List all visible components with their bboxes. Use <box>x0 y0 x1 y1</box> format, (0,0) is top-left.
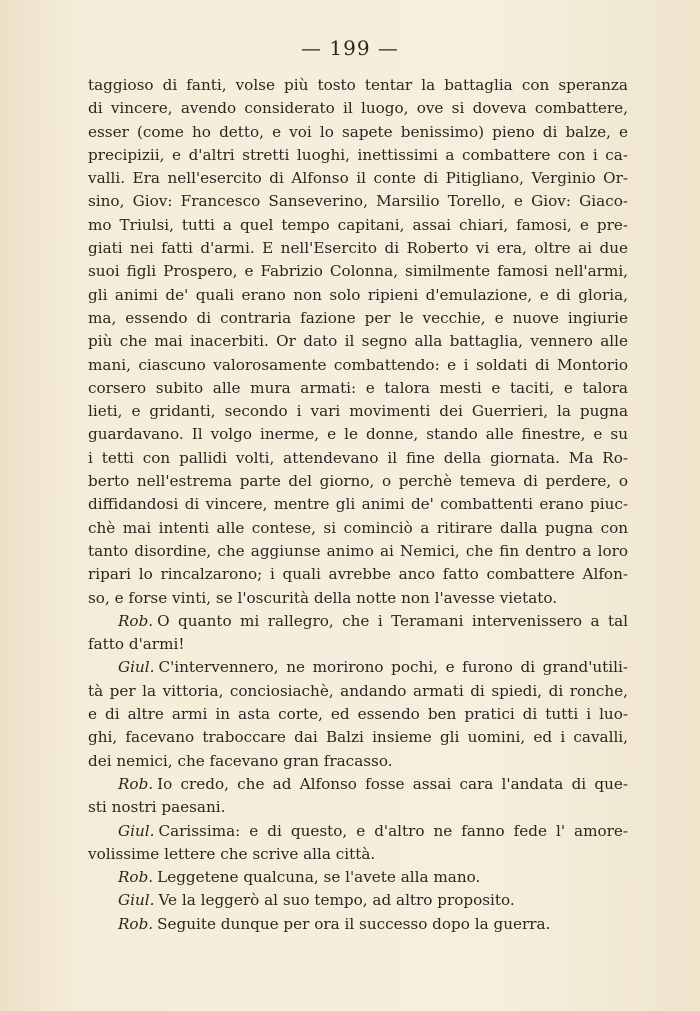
text-line <box>88 447 628 470</box>
line-text: Io credo, che ad Alfonso fosse assai cara l'andata di que- <box>157 774 628 793</box>
body-text <box>88 74 628 936</box>
line-text: più che mai inacerbiti. Or dato il segno alla battaglia, vennero alle <box>88 332 628 351</box>
text-line <box>88 563 628 586</box>
speaker-label: Rob. <box>118 868 154 887</box>
line-text: ghi, facevano traboccare dai Balzi insieme gli uomini, ed i cavalli, <box>88 728 628 747</box>
line-text: esser (come ho detto, e voi lo sapete benissimo) pieno di balze, e <box>88 122 628 141</box>
text-line <box>88 97 628 120</box>
text-line <box>88 680 628 703</box>
line-text: mani, ciascuno valorosamente combattendo: e i soldati di Montorio <box>88 355 628 374</box>
text-line <box>88 750 628 773</box>
line-text: Leggetene qualcuna, se l'avete alla mano. <box>157 868 481 887</box>
text-line <box>88 307 628 330</box>
speaker-label: Rob. <box>118 611 154 630</box>
line-text: precipizii, e d'altri stretti luoghi, inettissimi a combattere con i ca- <box>88 145 628 164</box>
text-line <box>88 260 628 283</box>
speaker-label: Rob. <box>118 774 154 793</box>
text-line <box>88 423 628 446</box>
line-text: guardavano. Il volgo inerme, e le donne, stando alle finestre, e su <box>88 425 628 444</box>
text-line <box>88 633 628 656</box>
text-line <box>88 656 628 679</box>
text-line <box>88 354 628 377</box>
line-text: Ve la leggerò al suo tempo, ad altro proposito. <box>158 891 515 910</box>
line-text: lieti, e gridanti, secondo i vari movimenti dei Guerrieri, la pugna <box>88 402 628 421</box>
text-line <box>88 773 628 796</box>
line-text: diffidandosi di vincere, mentre gli animi de' combattenti erano piuc- <box>88 495 628 514</box>
text-line <box>88 796 628 819</box>
text-line <box>88 843 628 866</box>
text-line <box>88 330 628 353</box>
text-line <box>88 726 628 749</box>
line-text: tanto disordine, che aggiunse animo ai Nemici, che fin dentro a loro <box>88 541 628 560</box>
line-text: fatto d'armi! <box>88 635 185 654</box>
text-line <box>88 587 628 610</box>
text-line <box>88 470 628 493</box>
line-text: corsero subito alle mura armati: e talora mesti e taciti, e talora <box>88 378 628 397</box>
line-text: suoi figli Prospero, e Fabrizio Colonna, similmente famosi nell'armi, <box>88 262 628 281</box>
text-line <box>88 167 628 190</box>
text-line <box>88 610 628 633</box>
text-line <box>88 540 628 563</box>
text-line <box>88 517 628 540</box>
line-text: i tetti con pallidi volti, attendevano il fine della giornata. Ma Ro- <box>88 448 628 467</box>
line-text: sti nostri paesani. <box>88 798 226 817</box>
line-text: gli animi de' quali erano non solo ripieni d'emulazione, e di gloria, <box>88 285 628 304</box>
line-text: berto nell'estrema parte del giorno, o perchè temeva di perdere, o <box>88 472 628 491</box>
speaker-label: Giul. <box>118 821 155 840</box>
text-line <box>88 703 628 726</box>
line-text: volissime lettere che scrive alla città. <box>88 844 376 863</box>
text-line <box>88 820 628 843</box>
text-line <box>88 214 628 237</box>
line-text: chè mai intenti alle contese, si cominciò a ritirare dalla pugna con <box>88 518 628 537</box>
text-line <box>88 144 628 167</box>
speaker-label: Giul. <box>118 891 155 910</box>
text-line <box>88 400 628 423</box>
text-line <box>88 913 628 936</box>
line-text: Carissima: e di questo, e d'altro ne fanno fede l' amore- <box>158 821 628 840</box>
line-text: Seguite dunque per ora il successo dopo la guerra. <box>157 914 551 933</box>
line-text: so, e forse vinti, se l'oscurità della notte non l'avesse vietato. <box>88 588 558 607</box>
text-line <box>88 284 628 307</box>
line-text: e di altre armi in asta corte, ed essendo ben pratici di tutti i luo- <box>88 705 628 724</box>
line-text: giati nei fatti d'armi. E nell'Esercito di Roberto vi era, oltre ai due <box>88 239 628 258</box>
speaker-label: Giul. <box>118 658 155 677</box>
text-line <box>88 889 628 912</box>
line-text: O quanto mi rallegro, che i Teramani intervenissero a tal <box>157 611 628 630</box>
text-line <box>88 377 628 400</box>
line-text: valli. Era nell'esercito di Alfonso il conte di Pitigliano, Verginio Or- <box>88 169 628 188</box>
text-line <box>88 190 628 213</box>
text-line <box>88 121 628 144</box>
line-text: ripari lo rincalzarono; i quali avrebbe anco fatto combattere Alfon- <box>88 565 628 584</box>
text-line <box>88 237 628 260</box>
line-text: sino, Giov: Francesco Sanseverino, Marsilio Torello, e Giov: Giaco- <box>88 192 628 211</box>
line-text: tà per la vittoria, conciosiachè, andando armati di spiedi, di ronche, <box>88 681 628 700</box>
line-text: C'intervennero, ne morirono pochi, e furono di grand'utili- <box>158 658 628 677</box>
line-text: dei nemici, che facevano gran fracasso. <box>88 751 393 770</box>
line-text: di vincere, avendo considerato il luogo, ove si doveva combattere, <box>88 99 628 118</box>
line-text: mo Triulsi, tutti a quel tempo capitani, assai chiari, famosi, e pre- <box>88 215 628 234</box>
text-line <box>88 74 628 97</box>
line-text: taggioso di fanti, volse più tosto tentar la battaglia con speranza <box>88 76 628 94</box>
page-number: — 199 — <box>301 36 399 60</box>
speaker-label: Rob. <box>118 914 154 933</box>
text-line <box>88 866 628 889</box>
line-text: ma, essendo di contraria fazione per le vecchie, e nuove ingiurie <box>88 308 628 327</box>
text-line <box>88 493 628 516</box>
